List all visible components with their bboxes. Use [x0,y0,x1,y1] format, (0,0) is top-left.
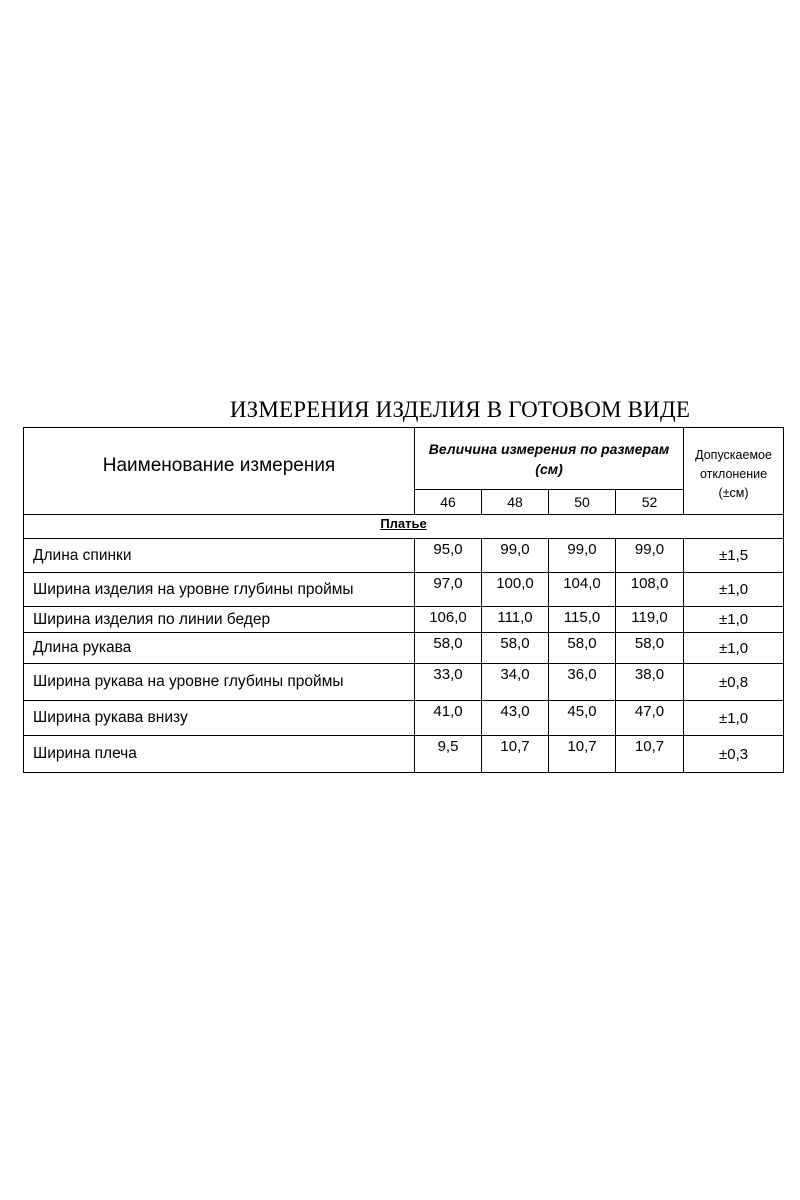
measurement-value: 95,0 [415,539,482,573]
measurement-tolerance: ±0,3 [684,736,784,773]
measurement-value: 33,0 [415,664,482,701]
measurement-value: 99,0 [482,539,549,573]
measurement-value: 10,7 [482,736,549,773]
measurement-tolerance: ±1,0 [684,607,784,633]
measurements-table [23,427,784,773]
section-row [24,515,784,539]
measurement-value: 43,0 [482,701,549,736]
measurement-value: 58,0 [549,633,616,664]
measurement-value: 36,0 [549,664,616,701]
table-row [24,664,784,701]
measurement-name: Длина рукава [24,633,415,664]
measurement-tolerance: ±0,8 [684,664,784,701]
measurement-value: 97,0 [415,573,482,607]
measurement-tolerance: ±1,0 [684,633,784,664]
measurement-value: 9,5 [415,736,482,773]
measurement-value: 10,7 [616,736,684,773]
measurement-name: Длина спинки [24,539,415,573]
measurement-name: Ширина изделия на уровне глубины проймы [24,573,415,607]
header-size: 46 [415,490,482,515]
measurement-value: 100,0 [482,573,549,607]
section-label: Платье [24,515,784,539]
header-values-by-size: Величина измерения по размерам (см) [415,428,684,490]
measurement-value: 38,0 [616,664,684,701]
measurement-tolerance: ±1,5 [684,539,784,573]
measurement-tolerance: ±1,0 [684,573,784,607]
header-row [24,428,784,490]
document-title: ИЗМЕРЕНИЯ ИЗДЕЛИЯ В ГОТОВОМ ВИДЕ [229,397,691,422]
header-size: 50 [549,490,616,515]
header-tolerance: Допускаемое отклонение (±см) [684,428,784,515]
measurement-value: 45,0 [549,701,616,736]
measurement-value: 58,0 [415,633,482,664]
measurement-value: 47,0 [616,701,684,736]
measurement-value: 104,0 [549,573,616,607]
measurement-value: 10,7 [549,736,616,773]
table-row [24,701,784,736]
measurement-value: 99,0 [549,539,616,573]
measurement-name: Ширина рукава внизу [24,701,415,736]
measurement-name: Ширина плеча [24,736,415,773]
measurement-value: 108,0 [616,573,684,607]
measurement-value: 111,0 [482,607,549,633]
measurement-value: 115,0 [549,607,616,633]
measurement-value: 99,0 [616,539,684,573]
measurement-value: 106,0 [415,607,482,633]
measurement-value: 119,0 [616,607,684,633]
table-row [24,607,784,633]
measurement-tolerance: ±1,0 [684,701,784,736]
measurement-value: 34,0 [482,664,549,701]
measurement-name: Ширина рукава на уровне глубины проймы [24,664,415,701]
header-size: 52 [616,490,684,515]
measurement-name: Ширина изделия по линии бедер [24,607,415,633]
table-row [24,633,784,664]
table-row [24,736,784,773]
table-row [24,539,784,573]
measurement-value: 58,0 [482,633,549,664]
header-measurement-name: Наименование измерения [24,428,415,515]
table-row [24,573,784,607]
measurement-value: 58,0 [616,633,684,664]
measurement-value: 41,0 [415,701,482,736]
header-size: 48 [482,490,549,515]
